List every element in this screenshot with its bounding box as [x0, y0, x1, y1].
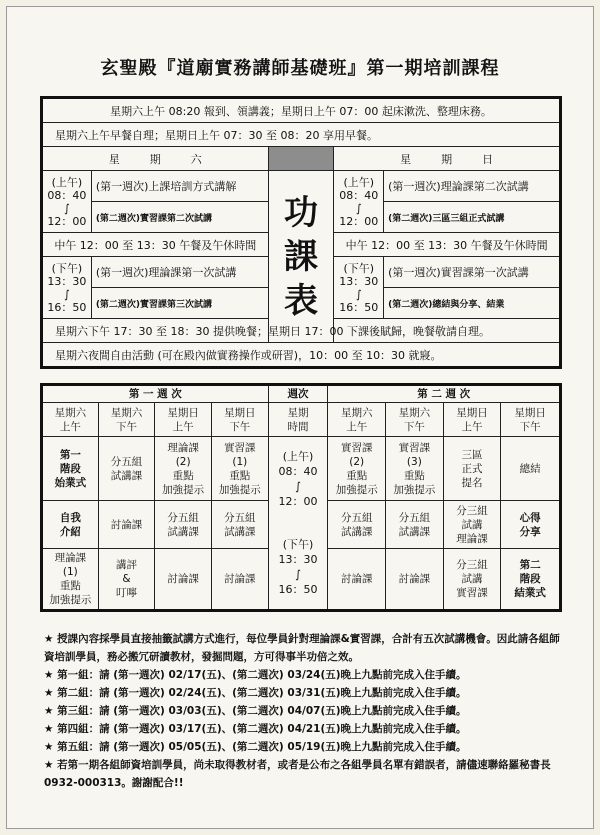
cell-r2-c3: 分五組 試講課: [155, 501, 212, 549]
week2-header: 第 二 週 次: [328, 385, 561, 403]
note-contact: ★ 若第一期各組師資培訓學員，尚未取得教材者，或者是公布之各組學員名單有錯誤者，請儘速聯絡羅秘書長 0932-000313。謝謝配合!!: [44, 759, 551, 789]
col-day-time: 星期 時間: [268, 403, 328, 437]
center-label: 功 課 表: [268, 171, 334, 343]
week1-header: 第 一 週 次: [42, 385, 269, 403]
cell-r3-c1: 理論課 (1) 重點 加強提示: [42, 549, 99, 611]
weeks-table: [40, 383, 562, 612]
sat-am-time: (上午) 08：40 ∫ 12：00: [42, 171, 92, 233]
cell-r2-c1: 自我 介紹: [42, 501, 99, 549]
sat-lunch: 中午 12：00 至 13：30 午餐及午休時間: [42, 233, 269, 257]
col-sun-am-w2: 星期日 上午: [443, 403, 501, 437]
col-sun-am-w1: 星期日 上午: [155, 403, 212, 437]
sun-am-week2: (第二週次)三區三組正式試講: [384, 202, 561, 233]
note-group-1: ★ 第一組：請 (第一週次) 02/17(五)、(第二週次) 03/24(五)晚上九點前完成入住手續。: [44, 669, 467, 681]
col-sat-pm-w2: 星期六 下午: [386, 403, 444, 437]
sun-pm-time: (下午) 13：30 ∫ 16：50: [334, 257, 384, 319]
notes-section: [44, 630, 564, 792]
sat-pm-week1: (第一週次)理論課第一次試講: [91, 257, 268, 288]
schedule-row-dinner: 星期六下午 17：30 至 18：30 提供晚餐；星期日 17：00 下課後賦歸，晚餐敬請自理。: [42, 319, 561, 343]
sun-lunch: 中午 12：00 至 13：30 午餐及午休時間: [334, 233, 561, 257]
cell-r1-c1: 第一 階段 始業式: [42, 437, 99, 501]
cell-r1-c5: 實習課 (2) 重點 加強提示: [328, 437, 386, 501]
cell-r2-c8: 心得 分享: [501, 501, 561, 549]
page-title: 玄聖殿『道廟實務講師基礎班』第一期培訓課程: [100, 58, 500, 79]
cell-r3-c3: 討論課: [155, 549, 212, 611]
cell-r2-c7: 分三組 試講 理論課: [443, 501, 501, 549]
cell-r1-c8: 總結: [501, 437, 561, 501]
cell-r2-c4: 分五組 試講課: [211, 501, 268, 549]
sat-am-week2: (第二週次)實習課第二次試講: [91, 202, 268, 233]
saturday-header: 星期六: [42, 147, 269, 171]
cell-r3-c7: 分三組 試講 實習課: [443, 549, 501, 611]
col-sat-am-w2: 星期六 上午: [328, 403, 386, 437]
cell-r2-c6: 分五組 試講課: [386, 501, 444, 549]
sun-am-week1: (第一週次)理論課第二次試講: [384, 171, 561, 202]
schedule-table: [40, 96, 562, 369]
schedule-row-morning: 星期六上午 08:20 報到、領講義；星期日上午 07：00 起床漱洗、整理床務。: [42, 98, 561, 123]
schedule-row-night: 星期六夜間自由活動 (可在殿內做實務操作或研習)，10：00 至 10：30 就寢。: [42, 343, 561, 368]
cell-r3-c8: 第二 階段 結業式: [501, 549, 561, 611]
sun-am-time: (上午) 08：40 ∫ 12：00: [334, 171, 384, 233]
cell-r1-c4: 實習課 (1) 重點 加強提示: [211, 437, 268, 501]
col-sat-am-w1: 星期六 上午: [42, 403, 99, 437]
note-group-5: ★ 第五組：請 (第一週次) 05/05(五)、(第二週次) 05/19(五)晚上九點前完成入住手續。: [44, 741, 467, 753]
sat-pm-week2: (第二週次)實習課第三次試講: [91, 288, 268, 319]
note-intro: ★ 授課內容採學員直接抽籤試講方式進行，每位學員針對理論課&實習課，合計有五次試講機會。因此請各組師資培訓學員，務必搬冗研讀教材，發掘問題，方可得事半功倍之效。: [44, 633, 560, 663]
cell-r3-c4: 討論課: [211, 549, 268, 611]
sat-am-week1: (第一週次)上課培訓方式講解: [91, 171, 268, 202]
note-group-4: ★ 第四組：請 (第一週次) 03/17(五)、(第二週次) 04/21(五)晚上九點前完成入住手續。: [44, 723, 467, 735]
sat-pm-time: (下午) 13：30 ∫ 16：50: [42, 257, 92, 319]
note-group-3: ★ 第三組：請 (第一週次) 03/03(五)、(第二週次) 04/07(五)晚上九點前完成入住手續。: [44, 705, 467, 717]
cell-r2-c5: 分五組 試講課: [328, 501, 386, 549]
col-sat-pm-w1: 星期六 下午: [98, 403, 155, 437]
cell-r3-c5: 討論課: [328, 549, 386, 611]
sun-pm-week1: (第一週次)實習課第一次試講: [384, 257, 561, 288]
note-group-2: ★ 第二組：請 (第一週次) 02/24(五)、(第二週次) 03/31(五)晚上九點前完成入住手續。: [44, 687, 467, 699]
cell-r1-c7: 三區 正式 提名: [443, 437, 501, 501]
sun-pm-week2: (第二週次)總結與分享、結業: [384, 288, 561, 319]
weeks-time-column: (上午) 08：40 ∫ 12：00 (下午) 13：30 ∫ 16：50: [268, 437, 328, 611]
cell-r1-c6: 實習課 (3) 重點 加強提示: [386, 437, 444, 501]
col-sun-pm-w2: 星期日 下午: [501, 403, 561, 437]
cell-r1-c3: 理論課 (2) 重點 加強提示: [155, 437, 212, 501]
cell-r3-c2: 講評 & 叮嚀: [98, 549, 155, 611]
cell-r3-c6: 討論課: [386, 549, 444, 611]
week-column-header: 週次: [268, 385, 328, 403]
schedule-row-breakfast: 星期六上午早餐自理；星期日上午 07：30 至 08：20 享用早餐。: [42, 123, 561, 147]
cell-r2-c2: 討論課: [98, 501, 155, 549]
cell-r1-c2: 分五組 試講課: [98, 437, 155, 501]
col-sun-pm-w1: 星期日 下午: [211, 403, 268, 437]
sunday-header: 星期日: [334, 147, 561, 171]
center-header-cell: [268, 147, 334, 171]
